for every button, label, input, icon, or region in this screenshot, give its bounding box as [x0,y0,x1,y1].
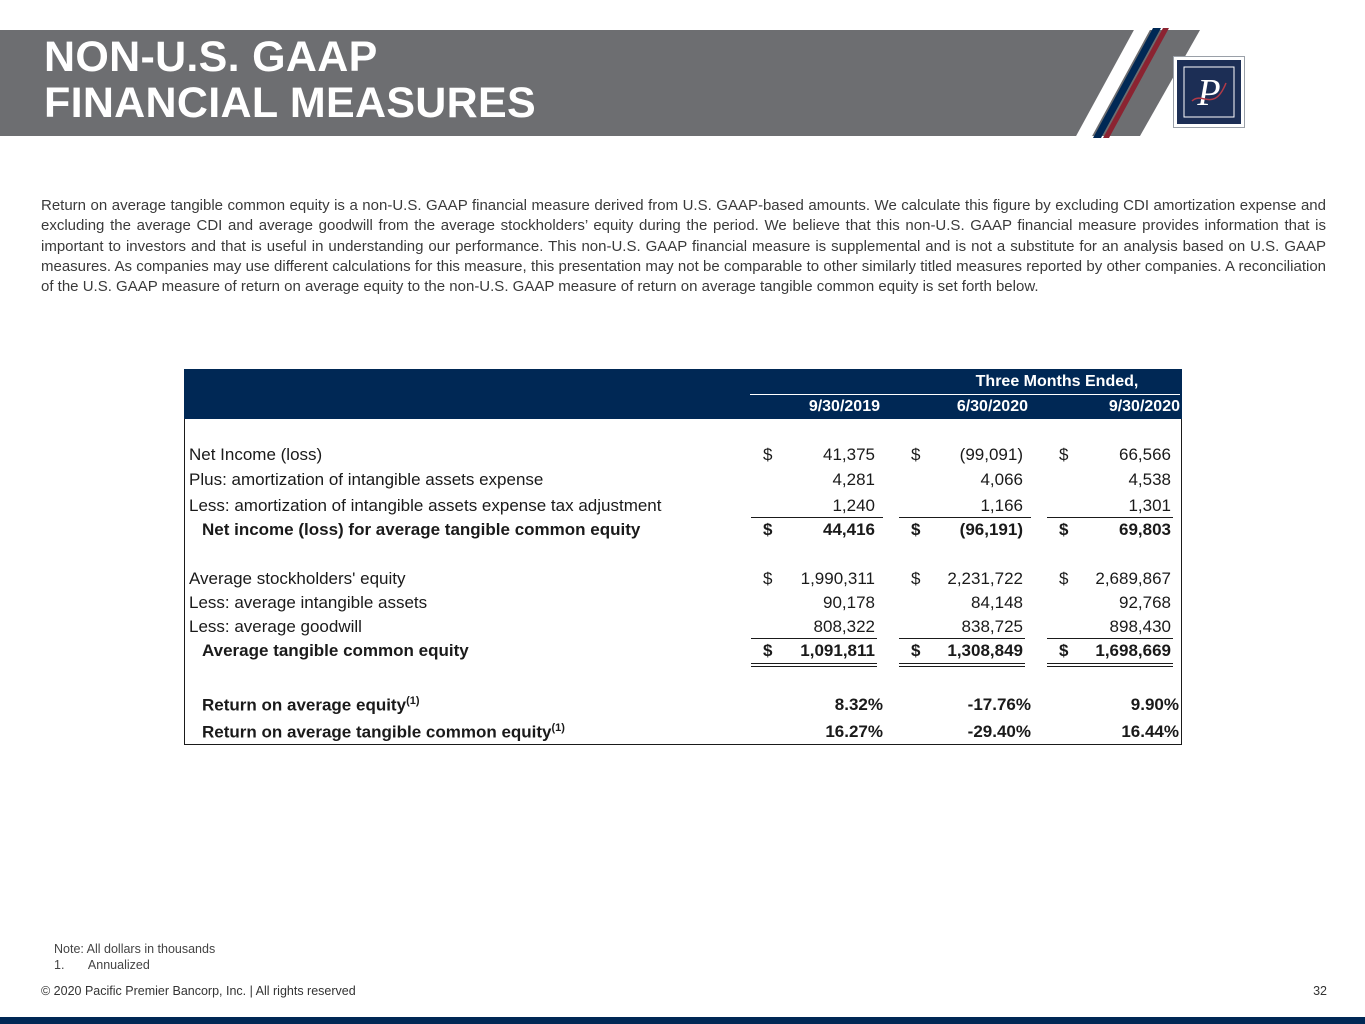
total-double-rule [1047,663,1173,664]
currency-symbol: $ [1059,520,1069,539]
cell-value: 84,148 [971,593,1023,612]
intro-paragraph: Return on average tangible common equity is a non-U.S. GAAP financial measure derived from U.S. GAAP-based amounts. We calculate this figure by excluding CDI amortization expense and excluding the average CDI and average goodwill from the average stockholders’ equity during the period. We believe that this non-U.S. GAAP financial measure provides information that is important to investors and that is useful in understanding our performance. This non-U.S. GAAP financial measure is supplemental and is not a substitute for an analysis based on U.S. GAAP measures. As companies may use different calculations for this measure, this presentation may not be comparable to other similarly titled measures reported by other companies. A reconciliation of the U.S. GAAP measure of return on average equity to the non-U.S. GAAP measure of return on average tangible common equity is set forth below. [41,197,1326,296]
column-header: 6/30/2020 [956,398,1028,415]
table-row [185,641,1181,665]
cell-value: 16.44% [1121,722,1179,741]
row-label-text: Return on average tangible common equity [202,722,552,742]
table-row [185,722,1181,746]
currency-symbol: $ [1059,445,1069,464]
cell-value: 1,308,849 [947,641,1023,660]
table-row [185,695,1181,719]
cell-value: 4,066 [980,470,1023,489]
period-header-rule [750,394,1180,395]
cell-value: 2,689,867 [1095,569,1171,588]
subtotal-rule [1047,638,1173,639]
period-header: Three Months Ended, [975,373,1139,390]
cell-value: 2,231,722 [947,569,1023,588]
currency-symbol: $ [763,569,773,588]
title-line-2: FINANCIAL MEASURES [44,79,536,127]
currency-symbol: $ [763,520,773,539]
subtotal-rule [899,517,1031,518]
table-row [185,470,1181,494]
subtotal-rule [751,638,877,639]
footnote-1 [54,958,150,972]
table-row [185,593,1181,617]
row-label: Average stockholders' equity [189,569,406,588]
cell-value: 1,990,311 [800,569,875,588]
column-header: 9/30/2019 [808,398,880,415]
table-row [185,520,1181,544]
cell-value: 69,803 [1119,520,1171,539]
cell-value: 41,375 [823,445,875,464]
cell-value: -17.76% [967,695,1031,714]
table-row [185,617,1181,641]
cell-value: 1,240 [832,496,875,515]
row-label [202,722,565,743]
table-row [185,445,1181,469]
cell-value: 4,538 [1128,470,1171,489]
reconciliation-table [184,369,1182,745]
currency-symbol: $ [911,445,921,464]
currency-symbol: $ [1059,641,1069,660]
cell-value: 1,166 [980,496,1023,515]
cell-value: 8.32% [834,695,883,714]
company-logo [1173,56,1245,128]
column-header: 9/30/2020 [1108,398,1180,415]
cell-value: 1,698,669 [1095,641,1171,660]
total-double-rule [751,666,877,667]
row-label-text: Return on average equity [202,695,407,715]
cell-value: -29.40% [967,722,1031,741]
title-line-1: NON-U.S. GAAP [44,33,378,81]
cell-value: 838,725 [961,617,1023,636]
cell-value: (99,091) [959,445,1023,464]
row-label: Less: average goodwill [189,617,362,636]
cell-value: 92,768 [1119,593,1171,612]
total-double-rule [899,663,1025,664]
currency-symbol: $ [911,641,921,660]
note-dollars: Note: All dollars in thousands [54,942,216,956]
currency-symbol: $ [911,520,921,539]
currency-symbol: $ [763,445,773,464]
footnote-marker: (1) [406,695,420,707]
currency-symbol: $ [763,641,773,660]
table-row [185,569,1181,593]
total-double-rule [1047,666,1173,667]
footnote-marker: (1) [551,722,565,734]
cell-value: 898,430 [1109,617,1171,636]
cell-value: 66,566 [1119,445,1171,464]
footer-bar [0,1017,1365,1024]
row-label: Less: average intangible assets [189,593,428,612]
cell-value: (96,191) [959,520,1023,539]
row-label [202,695,420,716]
subtotal-rule [899,638,1025,639]
row-label: Net Income (loss) [189,445,323,464]
row-label: Average tangible common equity [202,641,469,660]
table-row [185,496,1181,520]
cell-value: 808,322 [813,617,875,636]
page-number: 32 [1313,984,1327,998]
copyright-text: © 2020 Pacific Premier Bancorp, Inc. | All rights reserved [41,984,356,998]
cell-value: 44,416 [823,520,875,539]
cell-value: 4,281 [832,470,875,489]
cell-value: 9.90% [1130,695,1179,714]
total-double-rule [751,663,877,664]
cell-value: 1,301 [1128,496,1171,515]
subtotal-rule [1047,517,1173,518]
logo-monogram-icon [1178,61,1240,123]
cell-value: 90,178 [823,593,875,612]
currency-symbol: $ [911,569,921,588]
row-label: Plus: amortization of intangible assets expense [189,470,544,489]
footnote-text: Annualized [87,958,150,972]
footnote-number: 1. [54,958,65,972]
currency-symbol: $ [1059,569,1069,588]
logo-letter: P [1197,72,1221,114]
decorative-stripes [1075,28,1175,138]
row-label: Net income (loss) for average tangible common equity [202,520,641,539]
subtotal-rule [751,517,883,518]
cell-value: 1,091,811 [800,641,875,660]
total-double-rule [899,666,1025,667]
row-label: Less: amortization of intangible assets expense tax adjustment [189,496,662,515]
cell-value: 16.27% [825,722,883,741]
page-title [44,34,536,126]
table-header [184,369,1182,419]
